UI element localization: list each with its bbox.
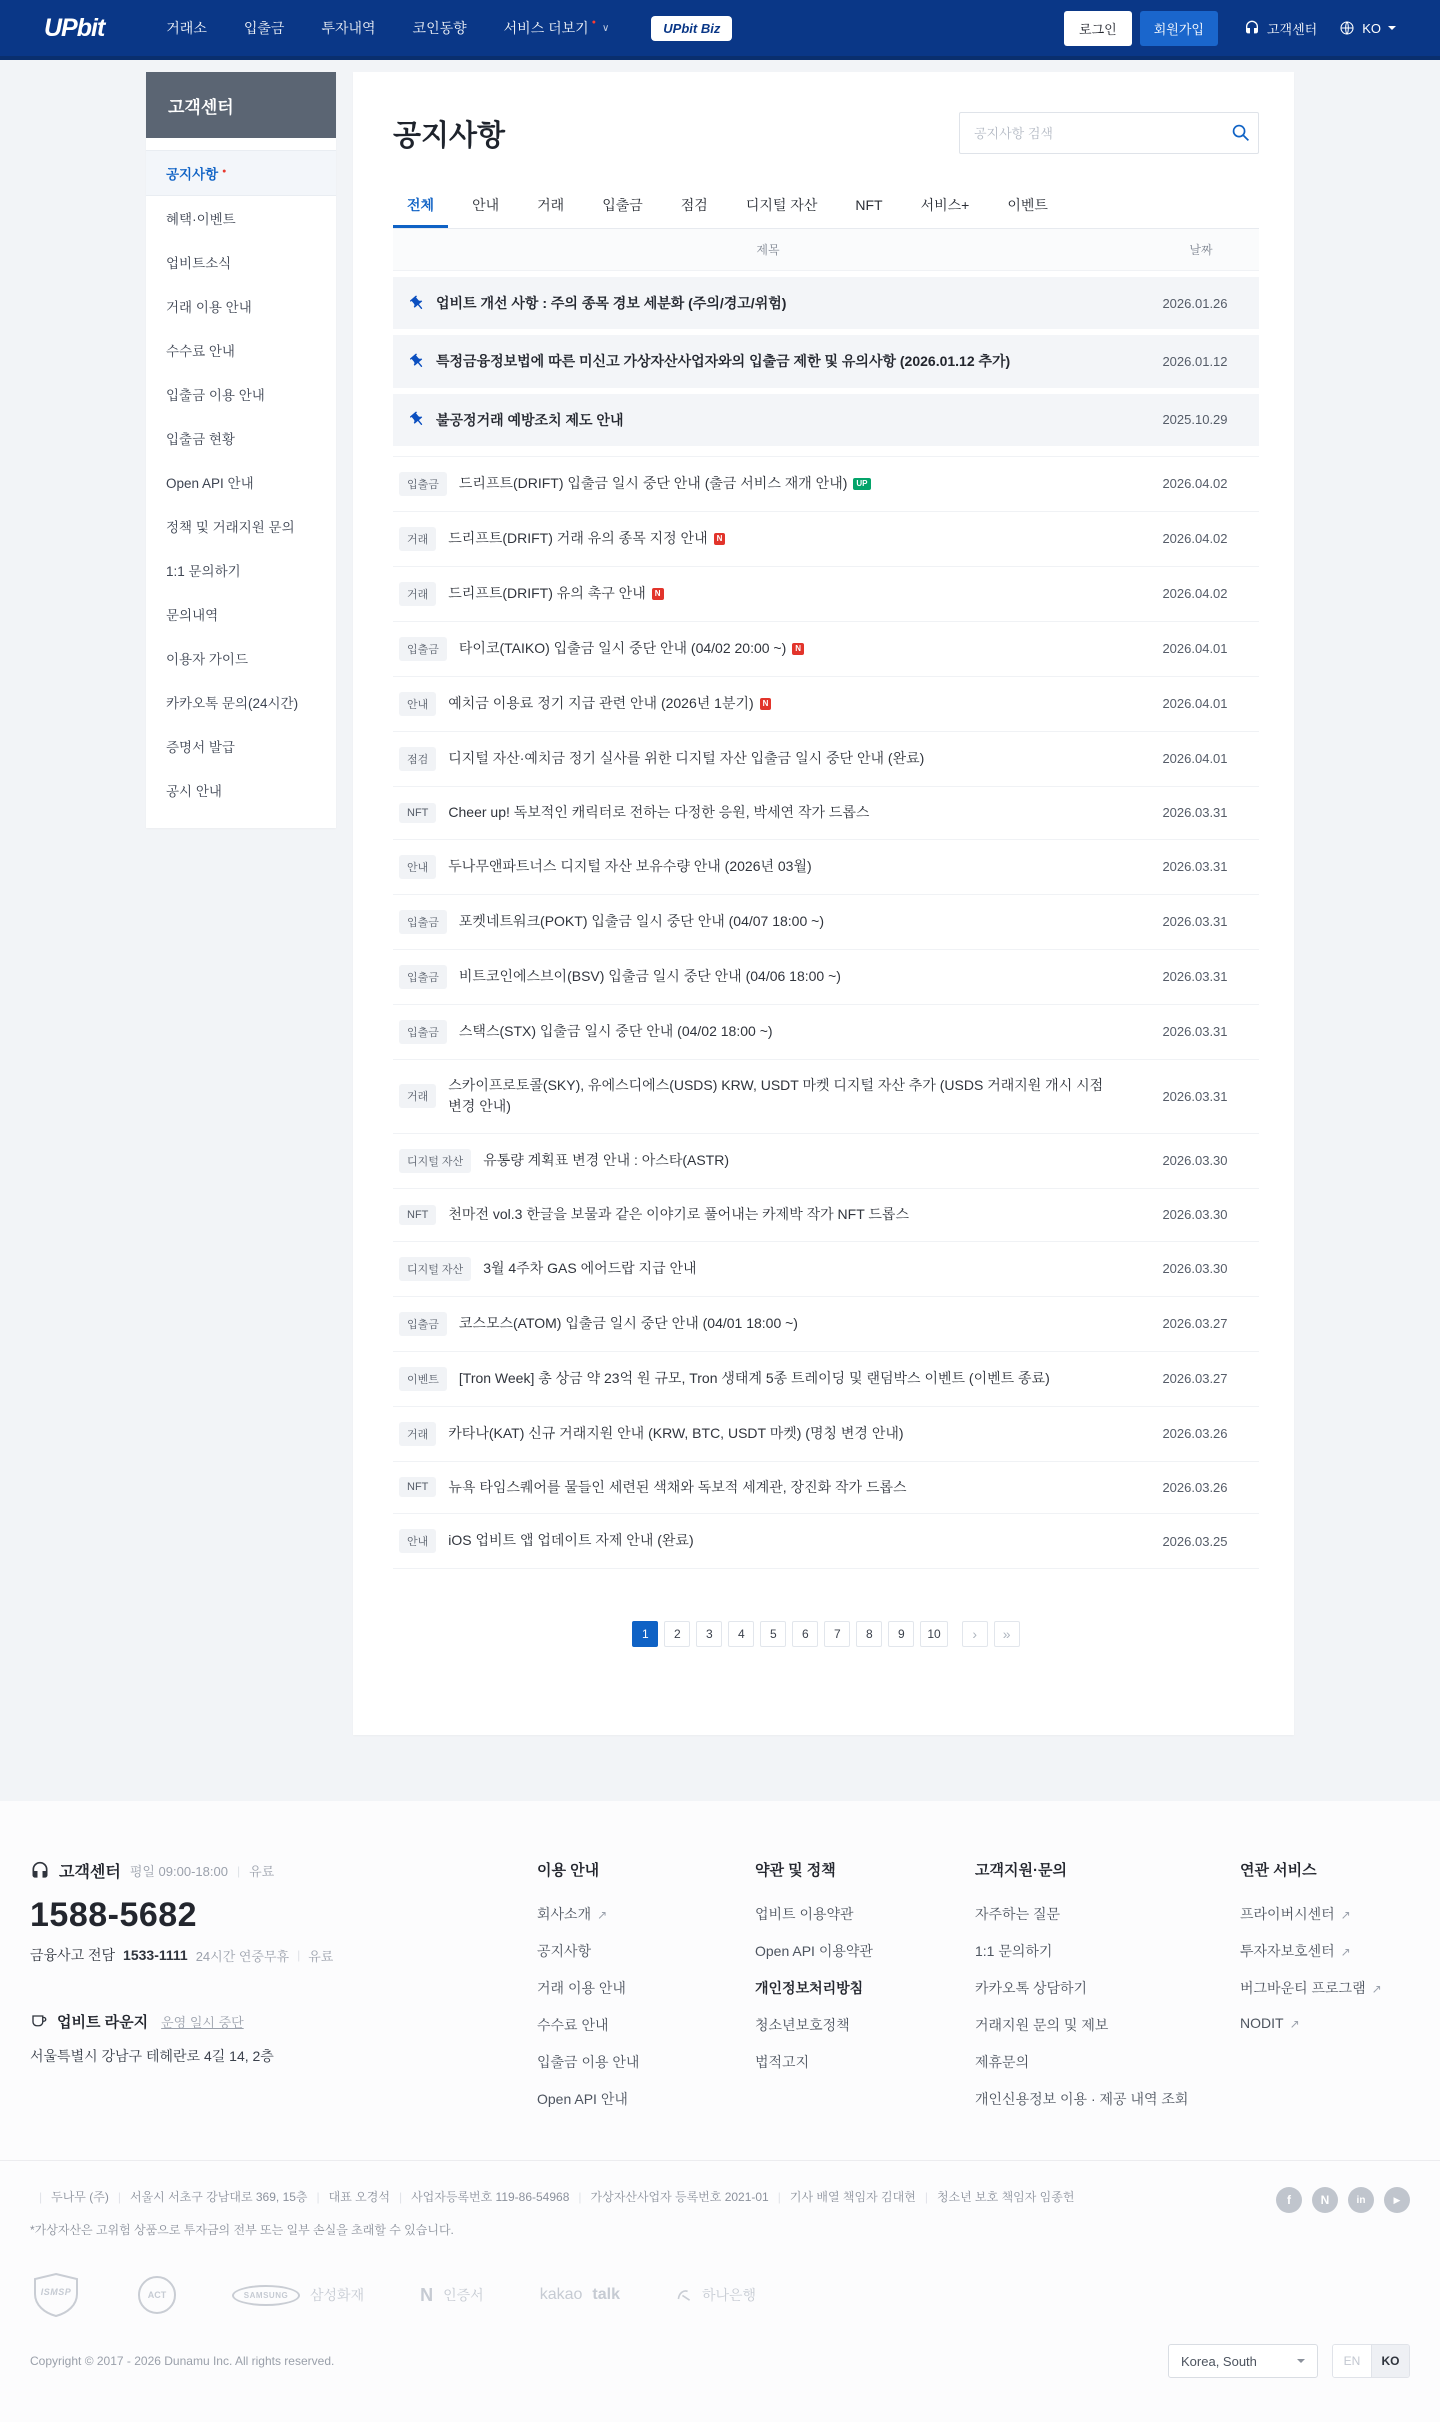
notice-date: 2026.03.25 [1162,1533,1228,1549]
upbit-logo[interactable]: UPbit [44,13,105,42]
category-badge: 이벤트 [399,1367,447,1391]
notice-title [459,473,1137,495]
notice-title [459,1313,1137,1335]
notice-date: 2026.03.31 [1162,859,1228,875]
notice-row[interactable] [393,457,1259,512]
notice-title [448,748,1137,770]
divider: | [297,1948,301,1963]
nav-menu-item[interactable] [321,18,375,38]
sidebar-item-label: 거래 이용 안내 [166,300,252,315]
notice-title-text: 예치금 이용료 정기 지급 관련 안내 (2026년 1분기) [448,695,754,712]
category-badge: 입출금 [399,1020,447,1044]
naver-certificate-logo: N 인증서 [420,2284,484,2305]
sidebar-item[interactable] [146,150,336,196]
footer-link[interactable]: 회사소개 [537,1906,592,1923]
upbit-biz-badge[interactable]: UPbit Biz [651,16,732,41]
notice-row[interactable] [393,1407,1259,1462]
footer-column-support [975,1859,1240,2126]
category-tab[interactable]: 안내 [458,184,513,228]
divider: | [236,1863,241,1878]
notice-row[interactable] [393,1242,1259,1297]
nav-menu-item[interactable] [504,18,610,38]
chevron-down-icon [1388,26,1396,34]
footer-link[interactable]: 입출금 이용 안내 [537,2054,640,2071]
notice-title [459,638,1137,660]
notice-title-text: 유통량 계획표 변경 안내 : 아스타(ASTR) [483,1152,729,1169]
status-badge: N [714,533,726,545]
act-certification-logo: ACT [138,2276,176,2314]
headset-icon [30,1861,50,1881]
footer-link[interactable]: Open API 이용약관 [755,1943,873,1960]
footer-link[interactable]: 청소년보호정책 [755,2017,850,2034]
notice-date: 2026.03.31 [1162,969,1228,985]
sidebar-item[interactable] [146,196,336,240]
notice-date: 2026.04.01 [1162,641,1228,657]
region-select-value: Korea, South [1181,2353,1257,2369]
status-badge: N [652,588,664,600]
notice-board-card [353,72,1294,1735]
notice-title-text: 스택스(STX) 입출금 일시 중단 안내 (04/02 18:00 ~) [458,1022,773,1039]
chevron-down-icon [1297,2359,1305,2367]
notice-row[interactable] [393,622,1259,677]
notice-row[interactable] [393,1297,1259,1352]
category-tab[interactable]: 전체 [393,184,448,228]
notice-title-text: 드리프트(DRIFT) 유의 촉구 안내 [448,585,646,602]
fraud-hotline-number[interactable]: 1533-1111 [123,1947,188,1964]
search-button[interactable] [1231,123,1250,142]
hana-symbol [676,2288,692,2302]
support-paid-label: 유료 [249,1864,275,1880]
notice-date: 2026.03.27 [1162,1316,1228,1332]
page-button[interactable]: 1 [632,1621,658,1647]
page-background [0,60,1440,1801]
category-badge: 안내 [399,692,436,716]
sidebar-item-label: Open API 안내 [166,476,254,491]
status-badge: N [760,698,772,710]
notice-title-text: 비트코인에스브이(BSV) 입출금 일시 중단 안내 (04/06 18:00 ~) [458,967,841,984]
sidebar-title: 고객센터 [146,72,336,138]
pinned-notice-row[interactable] [393,394,1259,446]
status-badge: UP [853,478,870,490]
lang-ko-button[interactable]: KO [1371,2345,1409,2377]
certification-logos [30,2272,1410,2318]
sidebar-item-label: 입출금 현황 [166,432,235,447]
sidebar-item-label: 혜택·이벤트 [166,212,236,227]
social-links [1276,2187,1410,2213]
category-badge: 거래 [399,527,436,551]
notice-title-text: iOS 업비트 앱 업데이트 자제 안내 (완료) [448,1532,694,1549]
footer-link[interactable]: 자주하는 질문 [975,1906,1061,1923]
notice-title-text: 코스모스(ATOM) 입출금 일시 중단 안내 (04/01 18:00 ~) [458,1314,798,1331]
notice-title-text: 천마전 vol.3 한글을 보물과 같은 이야기로 풀어내는 카제박 작가 NFT 드롭스 [448,1205,909,1222]
company-info-segment: | 서울시 서초구 강남대로 369, 15층 [109,2190,308,2204]
youtube-icon[interactable]: ▶ [1384,2187,1410,2213]
page-button[interactable]: 9 [888,1621,914,1647]
notice-date: 2026.03.26 [1162,1479,1228,1495]
chevron-down-icon: ∨ [601,22,610,34]
footer-link[interactable]: 거래 이용 안내 [537,1980,626,1997]
notice-row[interactable] [393,512,1259,567]
support-phone-number[interactable]: 1588-5682 [30,1896,198,1935]
nav-right-group [1064,11,1396,46]
company-info-segment: | 대표 오경석 [308,2190,390,2204]
table-header [393,229,1259,271]
notice-title [459,1368,1137,1390]
notice-title [448,1423,1137,1445]
pinned-notice-row[interactable] [393,277,1259,329]
category-badge: NFT [399,803,436,823]
page-button[interactable]: 8 [856,1621,882,1647]
footer-link[interactable]: 버그바운티 프로그램 [1240,1980,1366,1997]
company-info [30,2187,1074,2209]
sidebar-item[interactable] [146,372,336,416]
nav-menu-item[interactable] [244,18,285,38]
category-badge: 입출금 [399,637,447,661]
category-tab[interactable]: NFT [841,184,896,228]
notice-row[interactable] [393,1514,1259,1569]
sidebar-item[interactable] [146,724,336,768]
notice-title [448,1477,1137,1499]
notice-title-text: 타이코(TAIKO) 입출금 일시 중단 안내 (04/02 20:00 ~) [458,640,787,657]
sidebar-item-label: 이용자 가이드 [166,652,248,667]
notice-title [448,583,1137,605]
notice-row[interactable] [393,1189,1259,1242]
sidebar-item[interactable] [146,328,336,372]
pinned-notice-row[interactable] [393,335,1259,387]
category-badge: 디지털 자산 [399,1257,471,1281]
sidebar-item-label: 카카오톡 문의(24시간) [166,696,299,711]
footer-link[interactable]: 개인정보처리방침 [755,1980,864,1997]
category-badge: 입출금 [399,472,447,496]
cup-icon [30,2013,48,2031]
footer-column-terms [755,1859,975,2126]
footer-column-title: 연관 서비스 [1240,1862,1317,1880]
sidebar-item[interactable] [146,416,336,460]
footer-link[interactable]: Open API 안내 [537,2091,628,2108]
pin-icon [409,295,426,312]
sidebar-item[interactable] [146,636,336,680]
notice-title-text: 3월 4주차 GAS 에어드랍 지급 안내 [483,1259,697,1276]
search-input[interactable] [959,112,1259,154]
pin-icon [409,411,426,428]
nav-support-link[interactable] [1244,19,1317,38]
category-badge: 거래 [399,1084,436,1108]
notice-date: 2026.04.01 [1162,751,1228,767]
notice-date: 2025.10.29 [1162,412,1228,428]
footer-link[interactable]: 업비트 이용약관 [755,1906,854,1923]
notice-title-text: 뉴욕 타임스퀘어를 물들인 세련된 색채와 독보적 세계관, 장진화 작가 드롭스 [448,1478,907,1495]
footer-column-usage [537,1859,755,2126]
notice-date: 2026.01.12 [1162,353,1228,369]
column-header-date: 날짜 [1189,243,1213,257]
lounge-status-link[interactable]: 운영 일시 중단 [161,2015,244,2031]
footer [0,1801,1440,2422]
status-badge: N [792,643,804,655]
category-badge: 입출금 [399,910,447,934]
nav-menu-item-label: 거래소 [166,20,207,36]
category-tab[interactable]: 점검 [667,184,722,228]
sidebar-menu [146,150,336,812]
notice-title [448,1530,1137,1552]
notice-title-text: [Tron Week] 총 상금 약 23억 원 규모, Tron 생태계 5종 트레이딩 및 랜덤박스 이벤트 (이벤트 종료) [458,1369,1050,1386]
notice-date: 2026.03.31 [1162,1024,1228,1040]
page-button[interactable]: 3 [696,1621,722,1647]
sidebar-item-label: 공시 안내 [166,784,222,799]
category-tabs [393,184,1259,229]
sidebar-item-label: 수수료 안내 [166,344,235,359]
notice-title-text: Cheer up! 독보적인 캐릭터로 전하는 다정한 응원, 박세연 작가 드롭스 [448,803,870,820]
notice-row[interactable] [393,1134,1259,1189]
sidebar-item-label: 증명서 발급 [166,740,235,755]
footer-link[interactable]: 카카오톡 상담하기 [975,1980,1088,1997]
sidebar-item[interactable] [146,768,336,812]
company-info-segment: | 가상자산사업자 등록번호 2021-01 [569,2190,768,2204]
new-notification-dot: ● [591,19,596,26]
company-info-segment: | 사업자등록번호 119-86-54968 [390,2190,569,2204]
footer-contact-block [30,1859,380,2126]
nav-menu [166,18,609,38]
lounge-title: 업비트 라운지 [57,2014,149,2032]
notice-date: 2026.03.31 [1162,1088,1228,1104]
sidebar-item-label: 문의내역 [166,608,219,623]
globe-icon [1339,20,1355,36]
fraud-hotline-label: 금융사고 전담 [30,1947,116,1964]
sidebar-item[interactable] [146,592,336,636]
footer-link[interactable]: 거래지원 문의 및 제보 [975,2017,1109,2034]
footer-link[interactable]: 제휴문의 [975,2054,1030,2071]
nav-menu-item[interactable] [166,18,207,38]
facebook-icon[interactable]: f [1276,2187,1302,2213]
footer-column-title: 약관 및 정책 [755,1862,836,1880]
risk-disclaimer: *가상자산은 고위험 상품으로 투자금의 전부 또는 일부 손실을 초래할 수 있습니다. [30,2223,454,2238]
notice-date: 2026.04.01 [1162,696,1228,712]
column-header-title: 제목 [756,243,780,257]
company-info-segment: | 두나무 (주) [30,2190,109,2204]
fraud-paid-label: 유료 [308,1948,334,1964]
top-navbar [0,0,1440,60]
footer-column-title: 이용 안내 [537,1862,600,1880]
region-select[interactable] [1168,2344,1318,2378]
page-button[interactable]: 5 [760,1621,786,1647]
category-badge: 거래 [399,1422,436,1446]
category-tab[interactable]: 디지털 자산 [732,184,832,228]
footer-support-title: 고객센터 [59,1864,121,1882]
language-selector[interactable] [1339,20,1396,36]
nav-menu-item-label: 입출금 [243,20,285,36]
footer-link[interactable]: 법적고지 [755,2054,810,2071]
category-tab[interactable]: 거래 [523,184,578,228]
notice-row[interactable] [393,1060,1259,1134]
notice-date: 2026.03.30 [1162,1207,1228,1223]
new-notification-dot: ● [222,168,227,175]
footer-link[interactable]: 공지사항 [537,1943,592,1960]
pin-icon [409,353,426,370]
nav-menu-item-label: 투자내역 [321,20,376,36]
notice-row[interactable] [393,950,1259,1005]
language-toggle [1332,2344,1410,2378]
notice-row[interactable] [393,567,1259,622]
notice-title: 불공정거래 예방조치 제도 안내 [436,411,624,428]
category-tab[interactable]: 입출금 [588,184,657,228]
notice-date: 2026.03.27 [1162,1371,1228,1387]
category-tab[interactable]: 이벤트 [993,184,1062,228]
hana-bank-logo: 하나은행 [676,2285,756,2305]
login-button[interactable]: 로그인 [1064,11,1132,46]
notice-title [448,528,1137,550]
copyright: Copyright © 2017 - 2026 Dunamu Inc. All rights reserved. [30,2354,335,2369]
notice-title [448,693,1137,715]
sidebar-item-label: 1:1 문의하기 [166,564,241,579]
notice-date: 2026.01.26 [1162,295,1228,311]
sidebar-item[interactable] [146,680,336,724]
nav-menu-item-label: 서비스 더보기 [503,20,589,36]
notice-date: 2026.04.02 [1162,476,1228,492]
page-button[interactable]: 10 [920,1621,947,1647]
page-button[interactable]: 4 [728,1621,754,1647]
support-hours: 평일 09:00-18:00 [129,1864,228,1880]
lounge-address: 서울특별시 강남구 테헤란로 4길 14, 2층 [30,2048,274,2065]
category-badge: 거래 [399,582,436,606]
nav-menu-item-label: 코인동향 [412,20,467,36]
sidebar [146,72,336,828]
search-icon [1231,130,1250,145]
next-page-button[interactable]: › [962,1621,988,1647]
notice-title-text: 드리프트(DRIFT) 거래 유의 종목 지정 안내 [448,530,708,547]
external-arrow-icon: ↗ [1289,2017,1300,2032]
ismsp-certification-logo: ISMSP [30,2272,82,2318]
notice-date: 2026.04.02 [1162,586,1228,602]
pinned-notice-list [393,277,1259,446]
notice-title-text: 디지털 자산·예치금 정기 실사를 위한 디지털 자산 입출금 일시 중단 안내 (완료) [448,750,925,767]
page-button[interactable]: 7 [824,1621,850,1647]
kakaotalk-logo: kakao talk [539,2286,620,2304]
footer-link[interactable]: 수수료 안내 [537,2017,609,2034]
notice-title [459,966,1137,988]
footer-link-columns [537,1859,1382,2126]
category-tab[interactable]: 서비스+ [907,184,984,228]
external-arrow-icon: ↗ [1371,1982,1382,1997]
notice-title [448,802,1137,824]
notice-title [483,1150,1137,1172]
company-info-segment: | 기사 배열 책임자 김대현 [769,2190,916,2204]
external-arrow-icon: ↗ [1340,1908,1351,1923]
notice-title-text: 드리프트(DRIFT) 입출금 일시 중단 안내 (출금 서비스 재개 안내) [458,475,848,492]
notice-title-text: 카타나(KAT) 신규 거래지원 안내 (KRW, BTC, USDT 마켓) (명칭 변경 안내) [448,1424,904,1441]
footer-column-services [1240,1859,1382,2126]
notice-row[interactable] [393,1462,1259,1515]
category-badge: 안내 [399,855,436,879]
footer-link[interactable]: 투자자보호센터 [1240,1943,1335,1960]
sidebar-item[interactable] [146,504,336,548]
notice-row[interactable] [393,1352,1259,1407]
notice-title: 업비트 개선 사항 : 주의 종목 경보 세분화 (주의/경고/위험) [436,295,787,311]
notice-row[interactable] [393,732,1259,787]
notice-date: 2026.03.30 [1162,1261,1228,1277]
fraud-hotline-hours: 24시간 연중무휴 [195,1948,290,1964]
notice-title [459,911,1137,933]
page-number-group [632,1621,947,1647]
sidebar-item[interactable] [146,284,336,328]
category-badge: NFT [399,1205,436,1225]
linkedin-icon[interactable]: in [1348,2187,1374,2213]
notice-title [459,1021,1137,1043]
notice-title-text: 포켓네트워크(POKT) 입출금 일시 중단 안내 (04/07 18:00 ~) [458,912,824,929]
page-button[interactable]: 6 [792,1621,818,1647]
category-badge: 입출금 [399,965,447,989]
sidebar-item-label: 공지사항 [166,167,219,182]
notice-title-text: 두나무앤파트너스 디지털 자산 보유수량 안내 (2026년 03월) [448,857,812,874]
naver-blog-icon[interactable]: N [1312,2187,1338,2213]
notice-list [393,456,1259,1569]
notice-date: 2026.03.30 [1162,1153,1228,1169]
notice-row[interactable] [393,1005,1259,1060]
headset-icon [1244,20,1260,36]
last-page-button[interactable]: » [994,1621,1020,1647]
notice-title [448,1075,1137,1118]
page-title: 공지사항 [393,119,506,152]
sidebar-item[interactable] [146,240,336,284]
footer-link[interactable]: 개인신용정보 이용 · 제공 내역 조회 [975,2091,1189,2108]
footer-link[interactable]: 프라이버시센터 [1240,1906,1335,1923]
company-info-segment: | 청소년 보호 책임자 임종헌 [916,2190,1075,2204]
category-badge: 입출금 [399,1312,447,1336]
pagination [393,1621,1259,1647]
search-box [959,112,1259,154]
notice-date: 2026.04.02 [1162,531,1228,547]
footer-link[interactable]: NODIT [1240,2015,1284,2032]
category-badge: 디지털 자산 [399,1149,471,1173]
notice-title: 특정금융정보법에 따른 미신고 가상자산사업자와의 입출금 제한 및 유의사항 (2026.01.12 추가) [436,353,1011,370]
lang-en-button[interactable]: EN [1333,2345,1371,2377]
external-arrow-icon: ↗ [597,1908,608,1923]
notice-title-text: 스카이프로토콜(SKY), 유에스디에스(USDS) KRW, USDT 마켓 디지털 자산 추가 (USDS 거래지원 개시 시점 변경 안내) [448,1076,1104,1115]
sidebar-item-label: 정책 및 거래지원 문의 [166,520,295,535]
signup-button[interactable]: 회원가입 [1140,11,1218,46]
footer-link[interactable]: 1:1 문의하기 [975,1943,1053,1960]
notice-date: 2026.03.31 [1162,914,1228,930]
sidebar-item-label: 입출금 이용 안내 [166,388,265,403]
sidebar-item-label: 업비트소식 [166,256,232,271]
notice-date: 2026.03.26 [1162,1426,1228,1442]
notice-row[interactable] [393,895,1259,950]
notice-row[interactable] [393,787,1259,840]
notice-date: 2026.03.31 [1162,805,1228,821]
category-badge: NFT [399,1477,436,1497]
notice-row[interactable] [393,677,1259,732]
nav-support-label: 고객센터 [1266,21,1318,37]
sidebar-item[interactable] [146,460,336,504]
category-badge: 점검 [399,747,436,771]
notice-title [483,1258,1137,1280]
footer-column-title: 고객지원·문의 [975,1862,1067,1880]
notice-title [448,856,1137,878]
notice-title [448,1204,1137,1226]
external-arrow-icon: ↗ [1340,1945,1351,1960]
sidebar-item[interactable] [146,548,336,592]
current-language: KO [1362,20,1381,36]
category-badge: 안내 [399,1529,436,1553]
nav-menu-item[interactable] [413,18,467,38]
page-button[interactable]: 2 [664,1621,690,1647]
samsung-fire-logo: SAMSUNG 삼성화재 [232,2285,364,2306]
notice-row[interactable] [393,840,1259,895]
